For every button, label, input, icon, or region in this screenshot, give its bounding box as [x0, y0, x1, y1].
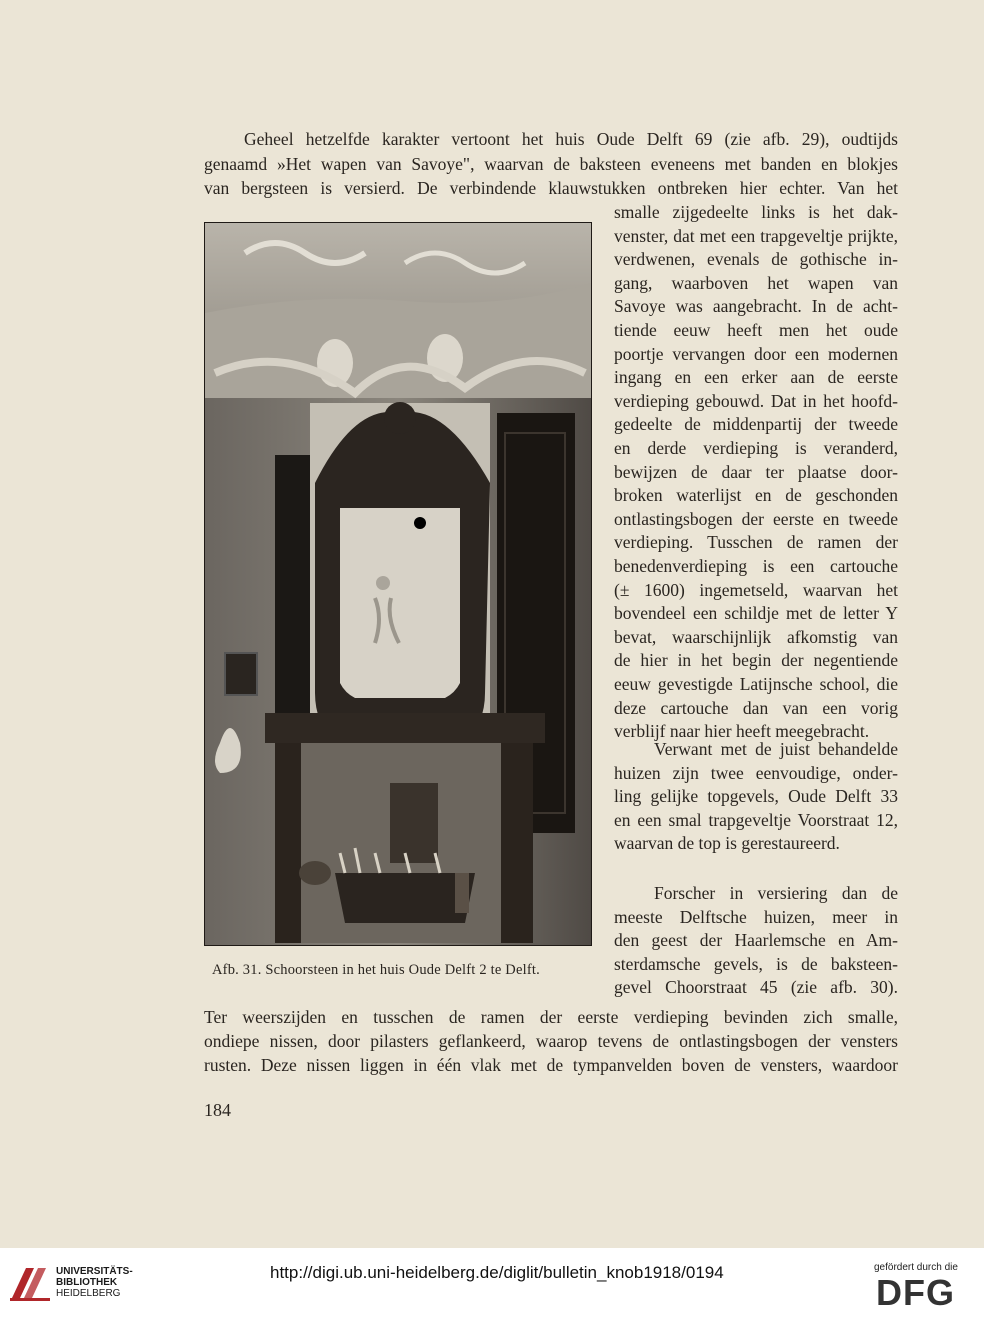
- text-line: gang, waarboven het wapen van: [614, 272, 898, 293]
- text-line: de hier in het begin der negentiende: [614, 650, 898, 671]
- text-line: van bergsteen is versierd. De verbindende klauwstukken ontbreken hier echter. Van het: [204, 178, 898, 198]
- text-line: en derde verdieping is veranderd,: [614, 438, 898, 458]
- page-number: 184: [204, 1100, 231, 1120]
- text-line: Savoye was aangebracht. In de acht-: [614, 296, 898, 317]
- text-line: verdwenen, evenals de gothische in-: [614, 249, 898, 270]
- text-line: benedenverdieping is een cartouche: [614, 556, 898, 576]
- library-name: UNIVERSITÄTS- BIBLIOTHEK HEIDELBERG: [56, 1266, 133, 1299]
- text-line: bovendeel een schildje met de letter Y: [614, 603, 898, 624]
- text-line: Ter weerszijden en tusschen de ramen der eerste verdieping bevinden zich smalle,: [204, 1007, 898, 1027]
- text-line: huizen zijn twee eenvoudige, onder-: [614, 762, 898, 783]
- text-line: bewijzen de daar ter plaatse door-: [614, 461, 898, 482]
- fireplace-photograph: [204, 222, 592, 946]
- text-line: tiende eeuw heeft men het oude: [614, 320, 898, 340]
- text-line: ontlastingsbogen der eerste en tweede: [614, 508, 898, 529]
- text-line: en een smal trapgeveltje Voorstraat 12,: [614, 809, 898, 830]
- text-line: poortje vervangen door een modernen: [614, 343, 898, 364]
- text-line: waarvan de top is gerestaureerd.: [614, 833, 840, 854]
- text-line: verdieping gebouwd. Dat in het hoofd-: [614, 390, 898, 411]
- text-line: verblijf naar hier heeft meegebracht.: [614, 721, 870, 742]
- text-line: Verwant met de juist behandelde: [654, 739, 898, 759]
- text-line: Forscher in versiering dan de: [654, 883, 898, 903]
- text-line: ingang en een erker aan de eerste: [614, 367, 898, 388]
- text-line: den geest der Haarlemsche en Am-: [614, 930, 898, 951]
- funder-note: gefördert durch die: [874, 1262, 958, 1273]
- text-line: gedeelte de middenpartij der tweede: [614, 414, 898, 435]
- text-line: venster, dat met een trapgeveltje prijkte,: [614, 225, 898, 246]
- text-line: (± 1600) ingemetseld, waarvan het: [614, 579, 898, 600]
- dfg-logo: DFG: [876, 1272, 955, 1313]
- university-library-logo-icon: [8, 1262, 52, 1302]
- text-line: genaamd »Het wapen van Savoye", waarvan de baksteen eveneens met banden en blokjes: [204, 154, 898, 174]
- text-line: sterdamsche gevels, is de baksteen-: [614, 953, 898, 974]
- text-line: meeste Delftsche huizen, meer in: [614, 906, 898, 927]
- figure-caption: Afb. 31. Schoorsteen in het huis Oude Delft 2 te Delft.: [212, 962, 540, 978]
- text-line: ondiepe nissen, door pilasters geflankeerd, waarop tevens de ontlastingsbogen der vensters: [204, 1031, 898, 1051]
- text-line: rusten. Deze nissen liggen in één vlak met de tympanvelden boven de vensters, waardoor: [204, 1055, 898, 1075]
- text-line: gevel Choorstraat 45 (zie afb. 30).: [614, 977, 898, 998]
- text-line: smalle zijgedeelte links is het dak-: [614, 202, 898, 222]
- source-url-link[interactable]: http://digi.ub.uni-heidelberg.de/diglit/bulletin_knob1918/0194: [270, 1263, 724, 1282]
- text-line: broken waterlijst en de geschonden: [614, 485, 898, 506]
- text-line: ling gelijke topgevels, Oude Delft 33: [614, 786, 898, 807]
- text-line: verdieping. Tusschen de ramen der: [614, 532, 898, 553]
- text-line: deze cartouche dan van een vorig: [614, 697, 898, 718]
- text-line: Geheel hetzelfde karakter vertoont het huis Oude Delft 69 (zie afb. 29), oudtijds: [244, 129, 898, 149]
- text-line: bevat, waarschijnlijk afkomstig van: [614, 626, 898, 647]
- text-line: eeuw gevestigde Latijnsche school, die: [614, 674, 898, 694]
- digitization-footer: [0, 1248, 984, 1318]
